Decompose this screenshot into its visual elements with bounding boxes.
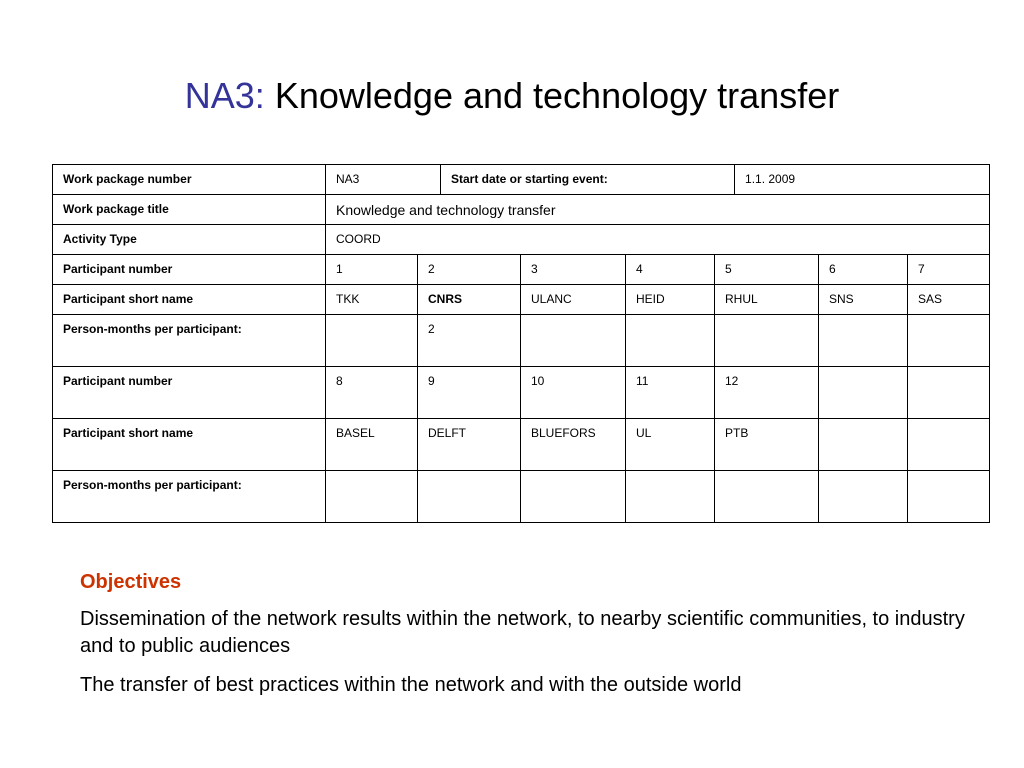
participant-number-cell: 6: [819, 255, 908, 285]
slide-title-text: Knowledge and technology transfer: [274, 75, 840, 116]
person-months-cell: [715, 471, 819, 523]
participant-number-label: Participant number: [53, 255, 326, 285]
participant-short-name-cell: UL: [626, 419, 715, 471]
participant-number-cell: [908, 367, 990, 419]
table-row-participant-number: [53, 367, 990, 419]
participant-number-cell: 11: [626, 367, 715, 419]
participant-short-name-cell: SNS: [819, 285, 908, 315]
person-months-cell: [819, 471, 908, 523]
participant-number-cell: 7: [908, 255, 990, 285]
activity-type-value: COORD: [326, 225, 990, 255]
person-months-cell: [326, 315, 418, 367]
participant-number-label: Participant number: [53, 367, 326, 419]
table-row-participant-short-name: [53, 285, 990, 315]
participant-number-cell: 12: [715, 367, 819, 419]
wp-title-value: Knowledge and technology transfer: [326, 195, 990, 225]
participant-short-name-cell: HEID: [626, 285, 715, 315]
participant-number-cell: 8: [326, 367, 418, 419]
person-months-cell: [521, 471, 626, 523]
participant-short-name-label: Participant short name: [53, 285, 326, 315]
participant-short-name-cell: PTB: [715, 419, 819, 471]
participant-short-name-cell: [819, 419, 908, 471]
objectives-heading: Objectives: [80, 571, 182, 593]
person-months-cell: [626, 315, 715, 367]
person-months-cell: [626, 471, 715, 523]
person-months-cell: [819, 315, 908, 367]
participant-short-name-cell: BASEL: [326, 419, 418, 471]
person-months-cell: [418, 471, 521, 523]
participant-number-cell: 4: [626, 255, 715, 285]
participant-number-cell: 10: [521, 367, 626, 419]
objectives-section: [80, 570, 1000, 711]
activity-type-label: Activity Type: [53, 225, 326, 255]
participant-number-cell: 1: [326, 255, 418, 285]
person-months-cell: [326, 471, 418, 523]
work-package-table: [52, 164, 990, 523]
participant-number-cell: 5: [715, 255, 819, 285]
person-months-label: Person-months per participant:: [53, 315, 326, 367]
participant-short-name-cell: [908, 419, 990, 471]
table-row-participant-short-name: [53, 419, 990, 471]
objective-paragraph: Dissemination of the network results within the network, to nearby scientific communities, to industry and to public audiences: [80, 608, 965, 657]
table-row-person-months: [53, 315, 990, 367]
participant-short-name-cell: SAS: [908, 285, 990, 315]
person-months-label: Person-months per participant:: [53, 471, 326, 523]
participant-short-name-cell: RHUL: [715, 285, 819, 315]
participant-short-name-cell: TKK: [326, 285, 418, 315]
participant-short-name-cell: BLUEFORS: [521, 419, 626, 471]
participant-number-cell: 9: [418, 367, 521, 419]
start-date-label: Start date or starting event:: [441, 165, 735, 195]
participant-short-name-cell: CNRS: [418, 285, 521, 315]
participant-short-name-label: Participant short name: [53, 419, 326, 471]
table-row-participant-number: [53, 255, 990, 285]
table-row-wp-title: [53, 195, 990, 225]
person-months-cell: [715, 315, 819, 367]
participant-number-cell: 2: [418, 255, 521, 285]
person-months-cell: 2: [418, 315, 521, 367]
participant-number-cell: 3: [521, 255, 626, 285]
person-months-cell: [908, 315, 990, 367]
participant-number-cell: [819, 367, 908, 419]
participant-short-name-cell: DELFT: [418, 419, 521, 471]
table-row-activity-type: [53, 225, 990, 255]
wp-number-value: NA3: [326, 165, 441, 195]
participant-short-name-cell: ULANC: [521, 285, 626, 315]
objective-paragraph: The transfer of best practices within the network and with the outside world: [80, 674, 742, 696]
person-months-cell: [521, 315, 626, 367]
person-months-cell: [908, 471, 990, 523]
slide-title: [0, 74, 1024, 118]
start-date-value: 1.1. 2009: [735, 165, 990, 195]
table-row-person-months: [53, 471, 990, 523]
table-row-wp-number: [53, 165, 990, 195]
wp-number-label: Work package number: [53, 165, 326, 195]
slide-title-prefix: NA3:: [184, 75, 265, 116]
wp-title-label: Work package title: [53, 195, 326, 225]
